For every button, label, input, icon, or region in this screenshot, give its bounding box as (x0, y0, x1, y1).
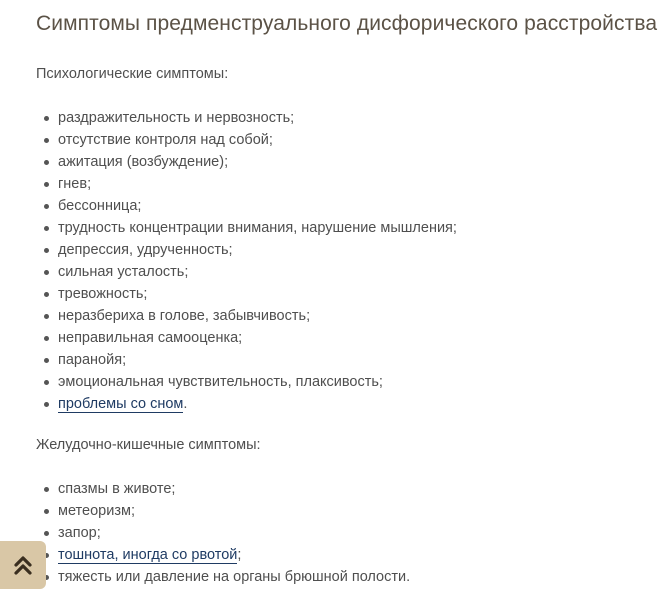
list-item-text: отсутствие контроля над собой; (58, 132, 273, 148)
list-item-text: запор; (58, 525, 101, 541)
list-item (44, 217, 457, 239)
list-item (44, 500, 410, 522)
list-item-text: сильная усталость; (58, 264, 189, 280)
psychological-symptoms-list (44, 107, 457, 415)
section-label-psychological: Психологические симптомы: (36, 66, 229, 82)
list-item-text: паранойя; (58, 352, 127, 368)
list-item-text: тревожность; (58, 286, 148, 302)
gastrointestinal-symptoms-list (44, 478, 410, 588)
section-label-gastrointestinal: Желудочно-кишечные симптомы: (36, 437, 261, 453)
list-item (44, 239, 457, 261)
list-item (44, 283, 457, 305)
list-item (44, 173, 457, 195)
list-item (44, 393, 457, 415)
list-item-suffix: ; (237, 547, 242, 563)
list-item (44, 478, 410, 500)
list-item (44, 349, 457, 371)
list-item (44, 129, 457, 151)
list-item-text: ажитация (возбуждение); (58, 154, 229, 170)
list-item (44, 566, 410, 588)
list-item-text: бессонница; (58, 198, 142, 214)
list-item (44, 544, 410, 566)
list-item (44, 261, 457, 283)
list-item (44, 327, 457, 349)
page-title: Симптомы предменструального дисфорического расстройства (36, 12, 658, 35)
list-item-text: трудность концентрации внимания, нарушение мышления; (58, 220, 457, 236)
list-item (44, 151, 457, 173)
double-chevron-up-icon (13, 554, 33, 576)
list-item-text: раздражительность и нервозность; (58, 110, 295, 126)
sleep-problems-link[interactable]: проблемы со сном (58, 396, 184, 412)
list-item (44, 107, 457, 129)
list-item-text: депрессия, удрученность; (58, 242, 233, 258)
list-item (44, 305, 457, 327)
nausea-link[interactable]: тошнота, иногда со рвотой (58, 547, 238, 563)
list-item-text: неправильная самооценка; (58, 330, 243, 346)
list-item-text: неразбериха в голове, забывчивость; (58, 308, 311, 324)
list-item (44, 522, 410, 544)
scroll-to-top-button[interactable] (0, 541, 46, 589)
list-item (44, 371, 457, 393)
list-item-text: метеоризм; (58, 503, 135, 519)
list-item-text: спазмы в животе; (58, 481, 176, 497)
list-item (44, 195, 457, 217)
list-item-text: эмоциональная чувствительность, плаксивость; (58, 374, 383, 390)
list-item-suffix: . (183, 396, 188, 412)
list-item-text: тяжесть или давление на органы брюшной полости. (58, 569, 411, 585)
list-item-text: гнев; (58, 176, 92, 192)
